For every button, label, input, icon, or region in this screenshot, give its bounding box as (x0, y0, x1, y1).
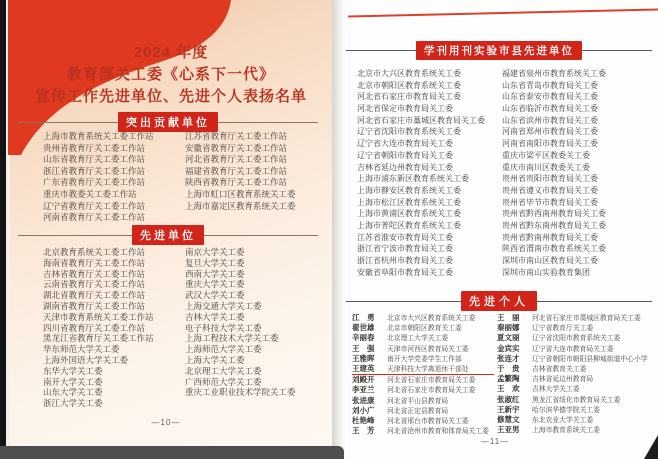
org-list-item: 贵州省遵义市教育局关工委 (502, 185, 598, 195)
person-name: 王建英 (352, 363, 375, 373)
page-title-line: 宣传工作先进单位、先进个人表扬名单 (34, 88, 307, 105)
org-list-item: 浙江大学关工委 (43, 398, 103, 409)
person-row (352, 375, 494, 385)
org-list-item: 贵州省黔南州教育局关工委 (502, 232, 598, 242)
person-name: 刘殿开 (352, 375, 375, 385)
org-list-item: 山东省教育厅关工委工作站 (43, 154, 146, 165)
journal-units-column-2 (502, 68, 654, 278)
person-affiliation: 吉林省延边州教育局 (532, 376, 594, 384)
section-badge: 先进个人 (461, 291, 537, 311)
person-row (352, 333, 494, 343)
person-affiliation: 东北农业大学关工委 (532, 416, 594, 424)
org-list-item: 北京教育系统关工委工作站 (43, 247, 146, 257)
org-list-item: 重庆市教委关工委工作站 (43, 188, 137, 199)
org-list-item: 贵州省毕节市教育局关工委 (502, 197, 598, 207)
org-list-item: 陕西省渭南市教育系统关工委 (502, 244, 606, 254)
org-list-item: 上海市浦东新区教育系统关工委 (357, 174, 469, 184)
outstanding-units-column-1 (43, 131, 183, 224)
org-list-item: 贵州省贵阳市教育局关工委 (502, 174, 598, 184)
person-affiliation: 吉林省教育关工委 (532, 365, 587, 373)
org-list-item: 上海市静安区教育系统关工委 (357, 185, 461, 195)
org-list-item: 上海大学关工委 (185, 354, 245, 365)
person-affiliation: 河北省正定县教育局 (387, 407, 449, 415)
person-row (497, 323, 655, 333)
person-name: 张连才 (497, 353, 520, 363)
person-name: 孟繁陶 (497, 374, 520, 384)
page-right (332, 0, 658, 459)
person-name: 王 芳 (352, 426, 375, 436)
org-list-item: 上海工程技术大学关工委 (185, 333, 279, 344)
divider-line (346, 301, 461, 302)
person-affiliation: 辽宁省沈阳市教育系统关工委 (532, 335, 621, 343)
person-row (352, 416, 494, 426)
person-row (497, 395, 655, 405)
person-affiliation: 南开大学党委学生工作部 (387, 355, 462, 363)
org-list-item: 重庆市南川区教委关工委 (502, 162, 590, 172)
person-row (497, 425, 655, 435)
org-list-item: 吉林省延边州教育局关工委 (357, 162, 453, 172)
person-row (497, 405, 655, 415)
person-row (497, 374, 655, 384)
org-list-item: 重庆大学关工委 (185, 279, 245, 290)
person-affiliation: 天津市河西区教育局关工委 (387, 345, 469, 353)
person-row (497, 344, 655, 354)
advanced-units-column-2 (185, 247, 327, 398)
divider-line (582, 50, 652, 51)
person-name: 于 贵 (497, 363, 520, 373)
org-list-item: 山东省滨州市教育局关工委 (502, 115, 598, 125)
person-row (497, 364, 655, 374)
person-row (352, 385, 494, 395)
person-name: 杜艳峰 (352, 415, 375, 425)
org-list-item: 上海市普陀区教育系统关工委 (357, 220, 461, 230)
org-list-item: 重庆市梁平区教委关工委 (502, 150, 590, 160)
org-list-item: 山东大学关工委 (43, 387, 103, 398)
person-name: 刘小广 (352, 405, 375, 415)
org-list-item: 河北省石家庄市教育局关工委 (357, 92, 461, 102)
org-list-item: 河南省郑州市教育局关工委 (502, 127, 598, 137)
page-title-line: 2024 年度 (133, 44, 209, 61)
org-list-item: 上海外国语大学关工委 (43, 354, 129, 365)
org-list-item: 重庆工业职业技术学院关工委 (185, 387, 296, 398)
person-affiliation: 天津科技大学离退休干部处 (387, 365, 469, 373)
person-affiliation: 黑龙江省绥化市教育局关工委 (532, 396, 621, 404)
org-list-item: 上海师范大学关工委 (185, 344, 262, 355)
org-list-item: 辽宁省教育厅关工委工作站 (43, 200, 146, 211)
org-list-item: 福建省泉州市教育系统关工委 (502, 69, 606, 78)
org-list-item: 吉林省教育厅关工委工作站 (43, 268, 146, 279)
page-title (10, 42, 332, 108)
person-name: 金宾实 (497, 343, 520, 353)
org-list-item: 西南大学关工委 (185, 268, 245, 279)
section-header-outstanding-units (18, 112, 318, 132)
person-name: 王亚男 (497, 425, 520, 435)
org-list-item: 南京大学关工委 (185, 247, 245, 257)
org-list-item: 贵州省黔西南州教育局关工委 (502, 209, 606, 219)
org-list-item: 深圳市南山区教育局关工委 (502, 256, 598, 265)
org-list-item: 深圳市南山实验教育集团 (502, 267, 590, 277)
org-list-item: 湖北省教育厅关工委工作站 (43, 290, 146, 301)
person-affiliation: 哈尔滨华德学院关工委 (532, 406, 600, 414)
section-header-advanced-individuals (346, 291, 652, 311)
org-list-item: 东华大学关工委 (43, 365, 103, 376)
org-list-item: 北京市大兴区教育系统关工委 (357, 69, 461, 78)
org-list-item: 浙江省教育厅关工委工作站 (43, 165, 146, 176)
person-name: 夏文丽 (497, 333, 520, 343)
person-name: 翟世雄 (352, 323, 375, 333)
section-badge: 先进单位 (132, 225, 204, 245)
section-header-advanced-units (18, 225, 318, 245)
org-list-item: 贵州省教育厅关工委工作站 (43, 142, 146, 153)
org-list-item: 南开大学关工委 (43, 376, 103, 387)
section-badge: 学刊用刊实验市县先进单位 (416, 41, 582, 60)
person-affiliation: 河北省石家庄市藁城区教育局关工委 (532, 315, 641, 322)
org-list-item: 上海市嘉定区教育系统关工委 (185, 200, 296, 211)
person-row (352, 313, 494, 323)
advanced-units-column-1 (43, 247, 183, 409)
org-list-item: 北京理工大学关工委 (185, 365, 262, 376)
org-list-item: 北京市朝阳区教育系统关工委 (357, 80, 461, 90)
person-affiliation: 辽宁省教育厅关工委 (532, 325, 594, 333)
org-list-item: 吉林大学关工委 (185, 311, 245, 322)
person-affiliation: 河北省邢台市教育局关工委 (387, 417, 469, 425)
person-affiliation: 辽宁省大连市教育局关工委 (532, 345, 614, 353)
person-row (352, 406, 494, 416)
divider-line (18, 122, 118, 123)
person-affiliation: 辽宁省朝阳市朝阳县柳城街道中心小学 (532, 355, 648, 363)
journal-units-column-1 (357, 68, 501, 278)
org-list-item: 上海市松江区教育系统关工委 (357, 197, 461, 207)
org-list-item: 辽宁省大连市教育局关工委 (357, 139, 453, 149)
person-affiliation: 北京市朝阳区教育关工委 (387, 325, 462, 333)
divider-line (204, 235, 318, 236)
org-list-item: 云南省教育厅关工委工作站 (43, 279, 146, 290)
org-list-item: 河南省南阳市教育局关工委 (502, 139, 598, 149)
divider-line (537, 301, 652, 302)
person-name: 王 欢 (497, 384, 520, 394)
person-affiliation: 河北省沧州市教育和体育局关工委 (387, 428, 489, 436)
org-list-item: 上海市虹口区教育系统关工委 (185, 188, 296, 199)
org-list-item: 复旦大学关工委 (185, 257, 245, 268)
person-name: 张进康 (352, 395, 375, 405)
org-list-item: 海南省教育厅关工委工作站 (43, 257, 146, 268)
person-name: 张淑红 (497, 394, 520, 404)
divider-line (218, 122, 318, 123)
org-list-item: 安徽省阜阳市教育局关工委 (357, 267, 453, 277)
org-list-item: 辽宁省沈阳市教育系统关工委 (357, 127, 461, 137)
org-list-item: 安徽省教育厅关工委工作站 (185, 142, 288, 153)
person-name: 江 勇 (352, 313, 375, 322)
org-list-item: 山东省泰安市教育局关工委 (502, 92, 598, 102)
org-list-item: 华东师范大学关工委 (43, 344, 120, 355)
gutter-shadow (332, 0, 346, 459)
person-affiliation: 北京市大兴区教育系统关工委 (387, 315, 476, 322)
individuals-column-2 (497, 313, 655, 435)
person-name: 秦丽娜 (497, 323, 520, 333)
org-list-item: 山东省青岛市教育局关工委 (502, 80, 598, 90)
person-row (497, 415, 655, 425)
person-affiliation: 河北省石家庄市教育局关工委 (387, 377, 476, 385)
org-list-item: 浙江省杭州市教育局关工委 (357, 256, 453, 265)
org-list-item: 上海交通大学关工委 (185, 300, 262, 311)
person-row (352, 426, 494, 436)
person-row (352, 354, 494, 364)
org-list-item: 广东省教育厅关工委工作站 (43, 177, 146, 188)
org-list-item: 广西师范大学关工委 (185, 376, 262, 387)
org-list-item: 浙江省宁波市教育局关工委 (357, 244, 453, 254)
page-title-line: 教育部关工委《心系下一代》 (66, 66, 275, 83)
org-list-item: 四川省教育厅关工委工作站 (43, 322, 146, 333)
org-list-item: 江苏省淮安市教育局关工委 (357, 232, 453, 242)
person-row (352, 323, 494, 333)
page-number-left: —10— (151, 418, 181, 427)
scan-bottom-bar (0, 446, 344, 459)
page-number-right: —11— (480, 437, 510, 446)
person-name: 王 强 (352, 343, 375, 353)
org-list-item: 江苏省教育厅关工委工作站 (185, 131, 288, 141)
person-name: 王 丽 (497, 313, 520, 322)
person-row (497, 354, 655, 364)
person-name: 李亚兰 (352, 385, 375, 395)
divider-line (346, 50, 416, 51)
person-name: 王新宇 (497, 404, 520, 414)
section-header-journal-units (346, 41, 652, 60)
org-list-item: 河北省石家庄市藁城区教育局关工委 (357, 115, 485, 125)
org-list-item: 电子科技大学关工委 (185, 322, 262, 333)
person-row (497, 313, 655, 323)
org-list-item: 福建省教育厅关工委工作站 (185, 165, 288, 176)
org-list-item: 陕西省教育厅关工委工作站 (185, 177, 288, 188)
org-list-item: 河北省教育厅关工委工作站 (185, 154, 288, 165)
org-list-item: 黑龙江省教育厅关工委工作站 (43, 333, 154, 344)
person-name: 辛丽春 (352, 333, 375, 343)
person-affiliation: 吉林大学关工委 (532, 386, 580, 394)
divider-line (18, 235, 132, 236)
org-list-item: 河南省教育厅关工委工作站 (43, 212, 146, 223)
org-list-item: 天津市教育系统关工委工作站 (43, 311, 154, 322)
person-name: 王雅晖 (352, 353, 375, 363)
red-accent-line (348, 8, 658, 17)
org-list-item: 河北省保定市教育局关工委 (357, 104, 453, 114)
org-list-item: 武汉大学关工委 (185, 290, 245, 301)
org-list-item: 湖南省教育厅关工委工作站 (43, 300, 146, 311)
person-affiliation: 北京理工大学关工委 (387, 335, 449, 343)
person-name: 修慧文 (497, 414, 520, 424)
person-affiliation: 上海市教育系统关工委 (532, 427, 600, 435)
org-list-item: 上海市黄浦区教育系统关工委 (357, 209, 461, 219)
individuals-column-1 (352, 313, 494, 436)
person-row (352, 364, 494, 375)
person-affiliation: 河北省平山县教育局 (387, 397, 449, 405)
org-list-item: 辽宁省朝阳市教育局关工委 (357, 150, 453, 160)
person-row (352, 344, 494, 354)
org-list-item: 上海市教育系统关工委工作站 (43, 131, 154, 141)
section-badge: 突出贡献单位 (118, 112, 218, 132)
org-list-item: 贵州省黔东南州教育局关工委 (502, 220, 606, 230)
org-list-item: 山东省临沂市教育局关工委 (502, 104, 598, 114)
person-affiliation: 河北省石家庄市教育局关工委 (387, 387, 476, 395)
person-row (497, 333, 655, 343)
outstanding-units-column-2 (185, 131, 327, 212)
person-row (497, 384, 655, 394)
person-row (352, 396, 494, 406)
